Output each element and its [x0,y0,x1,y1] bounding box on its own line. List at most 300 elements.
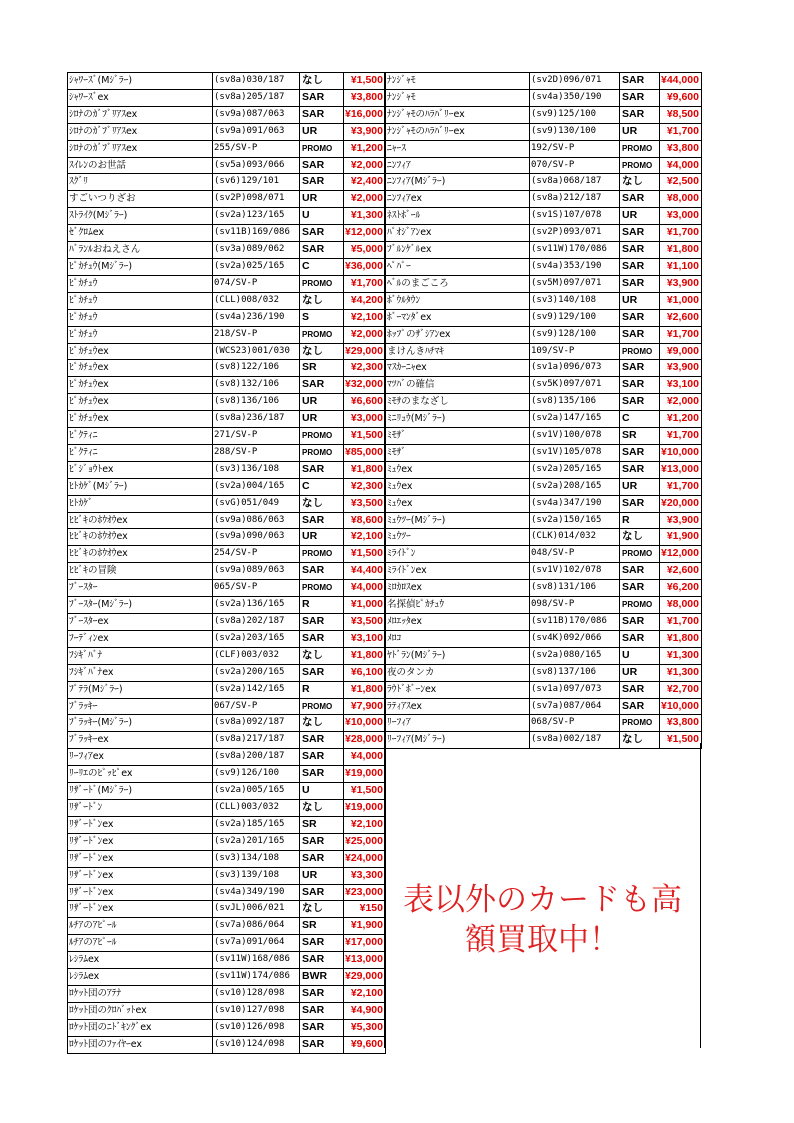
card-name: ﾔﾄﾞﾗﾝ(Mｼﾞﾗｰ) [386,647,530,664]
card-name: まけんきﾊﾁﾏｷ [386,343,530,360]
card-code: (sv2P)098/071 [213,191,300,208]
table-row [386,123,702,140]
card-code: (sv9a)090/063 [213,529,300,546]
card-price: ¥1,500 [660,732,702,749]
card-code: (sv2a)080/165 [530,647,620,664]
card-rarity: なし [300,901,344,918]
card-price: ¥4,000 [344,580,386,597]
card-name: ﾘｻﾞｰﾄﾞﾝex [68,867,213,884]
table-row [68,732,386,749]
card-name: ﾋﾋﾞｷのﾎｳｵｳex [68,512,213,529]
card-rarity: UR [300,394,344,411]
card-price: ¥3,000 [660,208,702,225]
card-name: ﾐﾓｻのまなざし [386,394,530,411]
card-rarity: SAR [300,225,344,242]
table-row [386,292,702,309]
table-row [68,1002,386,1019]
card-code: (sv9)130/100 [530,123,620,140]
card-name: ﾋﾟｶﾁｭｳ [68,309,213,326]
card-code: (sv2a)200/165 [213,664,300,681]
card-code: (sv8)131/106 [530,580,620,597]
card-rarity: U [300,208,344,225]
card-price: ¥44,000 [660,73,702,90]
table-row [386,461,702,478]
card-code: (sv8a)002/187 [530,732,620,749]
card-price: ¥6,600 [344,394,386,411]
card-name: ﾍﾟﾊﾟｰ [386,258,530,275]
card-code: (sv2a)123/165 [213,208,300,225]
card-code: (sv8)136/106 [213,394,300,411]
card-rarity: R [300,597,344,614]
card-name: ﾋﾟｶﾁｭｳex [68,411,213,428]
card-rarity: SAR [300,377,344,394]
card-code: (sv2a)025/165 [213,258,300,275]
card-price: ¥2,300 [344,360,386,377]
card-rarity: SAR [300,664,344,681]
right-price-table [385,72,702,749]
table-row [386,411,702,428]
table-row [68,73,386,90]
table-row [68,1036,386,1053]
table-row [68,191,386,208]
card-price: ¥2,100 [344,309,386,326]
card-rarity: UR [300,191,344,208]
promo-message [385,880,700,960]
card-rarity: UR [300,867,344,884]
card-price: ¥1,800 [660,630,702,647]
card-name: ﾐﾓｻﾞ [386,428,530,445]
table-row [68,867,386,884]
card-rarity: SAR [620,275,660,292]
table-row [386,157,702,174]
card-code: (sv9)128/100 [530,326,620,343]
card-price: ¥19,000 [344,799,386,816]
table-row [386,106,702,123]
card-code: (CLK)014/032 [530,529,620,546]
card-name: ｼﾛﾅのｶﾞﾌﾞﾘｱｽex [68,106,213,123]
card-rarity: UR [620,208,660,225]
card-rarity: なし [620,529,660,546]
table-row [386,394,702,411]
left-table-body [68,73,386,1054]
card-price: ¥12,000 [344,225,386,242]
table-row [68,309,386,326]
card-name: ﾛｹｯﾄ団のﾌｧｲﾔｰex [68,1036,213,1053]
card-rarity: SAR [620,225,660,242]
card-price: ¥2,000 [344,191,386,208]
card-code: (sv2D)096/071 [530,73,620,90]
table-row [386,495,702,512]
card-price: ¥3,800 [344,89,386,106]
card-name: ﾗｳﾄﾞﾎﾞｰﾝex [386,681,530,698]
card-price: ¥8,000 [660,191,702,208]
card-name: ﾅﾝｼﾞｬﾓ [386,73,530,90]
table-row [386,242,702,259]
table-row [68,225,386,242]
card-code: (sv11W)170/086 [530,242,620,259]
card-price: ¥3,800 [660,715,702,732]
card-code: (sv8)135/106 [530,394,620,411]
card-code: (sv1S)107/078 [530,208,620,225]
card-code: 048/SV-P [530,546,620,563]
card-price: ¥5,300 [344,1019,386,1036]
card-rarity: SAR [620,495,660,512]
table-row [68,174,386,191]
table-row [68,799,386,816]
card-code: (sv9)126/100 [213,766,300,783]
card-code: (sv2a)201/165 [213,833,300,850]
card-name: ﾌｰﾃﾞｨﾝex [68,630,213,647]
card-rarity: PROMO [300,444,344,461]
table-row [68,918,386,935]
card-rarity: SAR [300,766,344,783]
table-row [68,140,386,157]
table-row [68,326,386,343]
promo-line-2: 額買取中！ [465,922,620,958]
card-price: ¥2,400 [344,174,386,191]
table-row [386,732,702,749]
card-name: ﾆｬｰｽ [386,140,530,157]
card-code: (sv11B)169/086 [213,225,300,242]
card-rarity: PROMO [300,698,344,715]
card-rarity: SAR [620,73,660,90]
card-price: ¥1,700 [660,428,702,445]
card-name: ﾚｼﾗﾑex [68,969,213,986]
card-price: ¥2,000 [660,394,702,411]
table-row [386,630,702,647]
card-rarity: SAR [620,614,660,631]
table-row [386,174,702,191]
table-row [68,444,386,461]
card-name: ﾌﾞﾗｯｷｰ(Mｼﾞﾗｰ) [68,715,213,732]
card-name: ﾋﾟｶﾁｭｳ [68,326,213,343]
card-price: ¥1,700 [660,225,702,242]
card-name: ｽﾄﾗｲｸ(Mｼﾞﾗｰ) [68,208,213,225]
card-code: 070/SV-P [530,157,620,174]
card-rarity: なし [300,799,344,816]
card-price: ¥10,000 [344,715,386,732]
card-price: ¥24,000 [344,850,386,867]
card-price: ¥1,800 [344,681,386,698]
card-rarity: UR [300,123,344,140]
card-code: (sv1V)100/078 [530,428,620,445]
card-price: ¥3,000 [344,411,386,428]
table-row [68,106,386,123]
card-code: (sv2a)185/165 [213,816,300,833]
table-row [68,715,386,732]
card-rarity: なし [620,732,660,749]
card-name: ﾋﾟｶﾁｭｳ [68,275,213,292]
card-rarity: PROMO [620,715,660,732]
card-price: ¥9,600 [344,1036,386,1053]
card-price: ¥1,800 [344,461,386,478]
table-row [68,614,386,631]
card-name: ﾋﾞｼﾞｮｳﾄex [68,461,213,478]
card-rarity: UR [620,123,660,140]
card-price: ¥2,300 [344,478,386,495]
card-price: ¥1,300 [344,208,386,225]
card-price: ¥1,000 [344,597,386,614]
card-rarity: SAR [300,833,344,850]
card-code: (sv11W)174/086 [213,969,300,986]
card-name: ﾋﾟｶﾁｭｳex [68,377,213,394]
card-price: ¥3,500 [344,614,386,631]
table-row [386,73,702,90]
card-price: ¥32,000 [344,377,386,394]
card-code: (sv4a)349/190 [213,884,300,901]
card-code: (sv3)140/108 [530,292,620,309]
card-name: ﾋﾋﾞｷのﾎｳｵｳex [68,529,213,546]
card-price: ¥1,000 [660,292,702,309]
card-price: ¥4,400 [344,563,386,580]
card-name: ｼｬﾜｰｽﾞex [68,89,213,106]
card-code: (sv5K)097/071 [530,377,620,394]
card-name: ﾋﾟｶﾁｭｳ(Mｼﾞﾗｰ) [68,258,213,275]
card-rarity: SAR [620,681,660,698]
card-price: ¥1,700 [660,478,702,495]
card-name: ﾌﾞﾗｯｷｰ [68,698,213,715]
card-code: (sv8a)236/187 [213,411,300,428]
card-rarity: SAR [300,157,344,174]
card-name: ﾐｭｳex [386,478,530,495]
card-rarity: C [620,411,660,428]
card-price: ¥1,700 [660,614,702,631]
card-rarity: SAR [300,1019,344,1036]
table-row [68,360,386,377]
card-rarity: SR [300,360,344,377]
table-row [68,157,386,174]
card-code: (sv7a)091/064 [213,935,300,952]
card-code: (sv3)139/108 [213,867,300,884]
card-code: (sv8)122/106 [213,360,300,377]
card-price: ¥4,000 [660,157,702,174]
card-name: ﾅﾝｼﾞｬﾓのﾊﾗﾊﾞﾘｰex [386,123,530,140]
table-row [68,985,386,1002]
card-code: 288/SV-P [213,444,300,461]
table-row [68,89,386,106]
card-rarity: なし [300,292,344,309]
card-code: (sv8a)217/187 [213,732,300,749]
card-code: (sv2a)205/165 [530,461,620,478]
table-row [68,935,386,952]
card-code: (sv10)126/098 [213,1019,300,1036]
card-name: ﾌﾞｰｽﾀｰex [68,614,213,631]
card-code: (sv7a)087/064 [530,698,620,715]
card-rarity: UR [620,664,660,681]
card-price: ¥4,000 [344,749,386,766]
card-rarity: SAR [620,360,660,377]
card-code: (sv6)129/101 [213,174,300,191]
card-code: (sv2a)004/165 [213,478,300,495]
card-price: ¥1,200 [344,140,386,157]
card-name: ﾘｻﾞｰﾄﾞﾝex [68,833,213,850]
card-rarity: SAR [300,935,344,952]
card-name: ﾐﾗｲﾄﾞﾝ [386,546,530,563]
card-code: (sv10)128/098 [213,985,300,1002]
right-border-line [700,743,701,1048]
card-name: ﾐﾗｲﾄﾞﾝex [386,563,530,580]
card-price: ¥13,000 [344,952,386,969]
card-rarity: UR [300,411,344,428]
card-name: ｼﾛﾅのｶﾞﾌﾞﾘｱｽex [68,140,213,157]
table-row [68,647,386,664]
card-code: (sv2P)093/071 [530,225,620,242]
table-row [68,783,386,800]
card-rarity: なし [300,73,344,90]
card-rarity: PROMO [620,140,660,157]
card-price: ¥3,300 [344,867,386,884]
card-name: ﾘｰﾌｨｱ [386,715,530,732]
table-row [68,275,386,292]
card-rarity: SAR [620,444,660,461]
card-name: ﾌﾞｰｽﾀｰ(Mｼﾞﾗｰ) [68,597,213,614]
card-price: ¥7,900 [344,698,386,715]
card-name: ﾏﾂﾊﾞの確信 [386,377,530,394]
table-row [386,597,702,614]
card-price: ¥4,200 [344,292,386,309]
card-price: ¥3,900 [660,360,702,377]
card-code: (sv9a)086/063 [213,512,300,529]
card-code: (sv5M)097/071 [530,275,620,292]
table-row [386,309,702,326]
card-code: 067/SV-P [213,698,300,715]
card-code: (sv9)125/100 [530,106,620,123]
card-name: ﾘｻﾞｰﾄﾞ(Mｼﾞﾗｰ) [68,783,213,800]
right-table-body [386,73,702,749]
card-code: (sv8a)200/187 [213,749,300,766]
card-code: 255/SV-P [213,140,300,157]
card-name: ﾅﾝｼﾞｬﾓ [386,89,530,106]
card-name: ﾌﾟﾃﾗ(Mｼﾞﾗｰ) [68,681,213,698]
card-rarity: U [300,783,344,800]
card-name: ﾘｻﾞｰﾄﾞﾝex [68,850,213,867]
card-rarity: R [620,512,660,529]
card-rarity: SAR [300,512,344,529]
card-name: ｾﾞｸﾛﾑex [68,225,213,242]
table-row [68,377,386,394]
card-price: ¥36,000 [344,258,386,275]
card-rarity: SAR [300,884,344,901]
card-name: ﾌｼｷﾞﾊﾞﾅ [68,647,213,664]
card-code: (CLF)003/032 [213,647,300,664]
card-rarity: SAR [620,258,660,275]
card-name: ﾅﾝｼﾞｬﾓのﾊﾗﾊﾞﾘｰex [386,106,530,123]
table-row [68,461,386,478]
card-price: ¥2,100 [344,529,386,546]
card-price: ¥10,000 [660,444,702,461]
card-price: ¥2,600 [660,309,702,326]
card-price: ¥1,500 [344,73,386,90]
card-rarity: PROMO [300,326,344,343]
card-code: (sv1a)096/073 [530,360,620,377]
card-rarity: C [300,258,344,275]
card-price: ¥1,500 [344,428,386,445]
card-code: (sv11B)170/086 [530,614,620,631]
table-row [68,563,386,580]
card-code: (sv11W)168/086 [213,952,300,969]
card-price: ¥23,000 [344,884,386,901]
card-price: ¥5,000 [344,242,386,259]
card-rarity: SAR [620,242,660,259]
table-row [386,343,702,360]
card-rarity: SR [300,918,344,935]
card-code: (sv8a)205/187 [213,89,300,106]
table-row [386,698,702,715]
card-code: 068/SV-P [530,715,620,732]
card-price: ¥2,700 [660,681,702,698]
card-rarity: SAR [620,698,660,715]
card-rarity: SAR [300,563,344,580]
card-price: ¥1,900 [660,529,702,546]
card-rarity: SAR [300,174,344,191]
card-code: (sv9a)089/063 [213,563,300,580]
card-name: ﾛｹｯﾄ団のｱﾃﾅ [68,985,213,1002]
table-row [386,563,702,580]
card-price: ¥3,900 [344,123,386,140]
table-row [68,208,386,225]
card-code: (sv8)132/106 [213,377,300,394]
card-name: ﾎｯﾌﾟのｻﾞｼｱﾝex [386,326,530,343]
table-row [386,444,702,461]
card-rarity: PROMO [300,428,344,445]
card-name: 夜のタンカ [386,664,530,681]
card-price: ¥2,600 [660,563,702,580]
card-price: ¥2,100 [344,816,386,833]
card-price: ¥6,100 [344,664,386,681]
table-row [386,614,702,631]
card-name: ﾋﾟｶﾁｭｳex [68,360,213,377]
card-code: (sv8a)030/187 [213,73,300,90]
card-code: (sv3)136/108 [213,461,300,478]
card-rarity: SAR [620,89,660,106]
card-rarity: SAR [300,89,344,106]
card-price: ¥1,500 [344,546,386,563]
table-row [68,969,386,986]
card-rarity: なし [300,715,344,732]
card-name: ﾋﾋﾞｷのﾎｳｵｳex [68,546,213,563]
table-row [68,529,386,546]
card-code: (sv2a)208/165 [530,478,620,495]
card-price: ¥1,500 [344,783,386,800]
card-code: (WCS23)001/030 [213,343,300,360]
card-price: ¥8,500 [660,106,702,123]
card-rarity: PROMO [620,343,660,360]
card-code: (sv2a)142/165 [213,681,300,698]
card-name: ｽｸﾞﾘ [68,174,213,191]
card-price: ¥2,000 [344,326,386,343]
card-code: (sv4a)236/190 [213,309,300,326]
card-name: ﾌｼｷﾞﾊﾞﾅex [68,664,213,681]
card-code: (sv8a)202/187 [213,614,300,631]
card-rarity: SAR [300,952,344,969]
card-name: ﾋﾋﾞｷの冒険 [68,563,213,580]
card-name: ﾍﾞﾙのまごころ [386,275,530,292]
card-price: ¥8,000 [660,597,702,614]
card-code: (sv4K)092/066 [530,630,620,647]
card-name: ﾌﾞﾗｯｷｰex [68,732,213,749]
card-rarity: PROMO [620,546,660,563]
card-rarity: BWR [300,969,344,986]
card-name: ﾋﾟｶﾁｭｳex [68,343,213,360]
card-code: (sv2a)005/165 [213,783,300,800]
card-price: ¥10,000 [660,698,702,715]
table-row [386,191,702,208]
table-row [68,952,386,969]
card-name: ﾚｼﾗﾑex [68,952,213,969]
card-rarity: SAR [300,850,344,867]
card-name: ﾆﾝﾌｨｱex [386,191,530,208]
card-price: ¥1,300 [660,664,702,681]
